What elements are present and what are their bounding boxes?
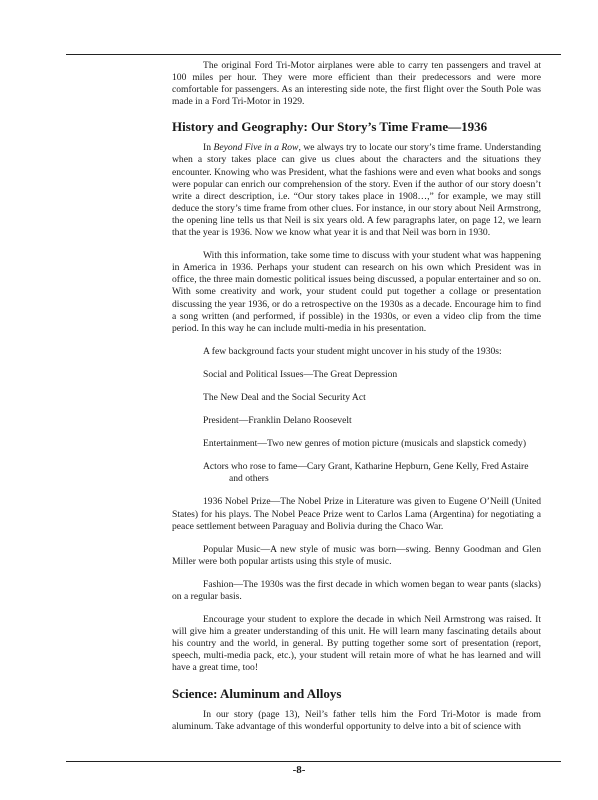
nobel-paragraph: 1936 Nobel Prize—The Nobel Prize in Literature was given to Eugene O’Neill (United States) for his plays. The Nobel Peace Prize went to Carlos Lama (Argentina) for negotiating a peace settlement between Paraguay and Bolivia during the Chaco War. [172, 496, 541, 532]
fashion-paragraph: Fashion—The 1930s was the first decade in which women began to wear pants (slacks) on a regular basis. [172, 578, 541, 602]
science-paragraph: In our story (page 13), Neil’s father tells him the Ford Tri-Motor is made from aluminum. Take advantage of this wonderful opportunity to delve into a bit of science with [172, 708, 541, 732]
page-number: -8- [292, 764, 306, 776]
fact-item: Social and Political Issues—The Great Depression [203, 368, 398, 380]
music-paragraph: Popular Music—A new style of music was born—swing. Benny Goodman and Glen Miller were both popular artists using this style of music. [172, 543, 541, 567]
facts-intro: A few background facts your student might uncover in his study of the 1930s: [203, 345, 502, 357]
fact-item: President—Franklin Delano Roosevelt [203, 415, 352, 427]
intro-paragraph: The original Ford Tri-Motor airplanes were able to carry ten passengers and travel at 100 miles per hour. They were more efficient than their predecessors and were more comfortable for passengers. As an interesting side note, the first flight over the South Pole was made in a Ford Tri-Motor in 1929. [172, 60, 541, 108]
fact-item: Entertainment—Two new genres of motion picture (musicals and slapstick comedy) [203, 438, 527, 450]
timeframe-lead: In [203, 142, 214, 154]
encourage-paragraph: Encourage your student to explore the decade in which Neil Armstrong was raised. It will give him a greater understanding of this unit. He will learn many fascinating details about his country and the world, in general. By putting together some sort of presentation (report, speech, multi-media pack, etc.), your student will retain more of what he has learned and will have a great time, too! [172, 614, 541, 674]
bottom-rule [66, 761, 561, 762]
page-body [172, 60, 541, 744]
fact-item: The New Deal and the Social Security Act [203, 391, 366, 403]
section-heading-science: Science: Aluminum and Alloys [172, 685, 342, 701]
timeframe-paragraph [172, 142, 541, 239]
fact-item: Actors who rose to fame—Cary Grant, Katharine Hepburn, Gene Kelly, Fred Astaire and others [203, 461, 529, 485]
facts-list [172, 346, 541, 486]
timeframe-rest: , we always try to locate our story’s time frame. Understanding when a story takes place can give us clues about the characters and the situations they encounter. Knowing who was President, what the fashions were and even what books and songs were popular can enrich our comprehension of the story. Even if the author of our story doesn’t write a direct description, i.e. “Our story takes place in 1908…,” for example, we may still deduce the story’s time frame from other clues. For instance, in our story about Neil Armstrong, the opening line tells us that Neil is six years old. A few paragraphs later, on page 12, we learn that the year is 1936. Now we know what year it is and that Neil was born in 1930. [172, 142, 542, 239]
discussion-paragraph: With this information, take some time to discuss with your student what was happening in America in 1936. Perhaps your student can research on his own which President was in office, the three main domestic political issues being discussed, a popular entertainer and so on. With some creativity and work, your student could put together a collage or presentation discussing the year 1936, or do a retrospective on the 1930s as a decade. Encourage him to find a song written (and performed, if possible) in the 1930s, or even a video clip from the time period. In this way he can include multi-media in his presentation. [172, 250, 541, 334]
section-heading-history: History and Geography: Our Story’s Time Frame—1936 [172, 119, 488, 135]
book-title: Beyond Five in a Row [213, 142, 299, 154]
top-rule [66, 54, 561, 55]
